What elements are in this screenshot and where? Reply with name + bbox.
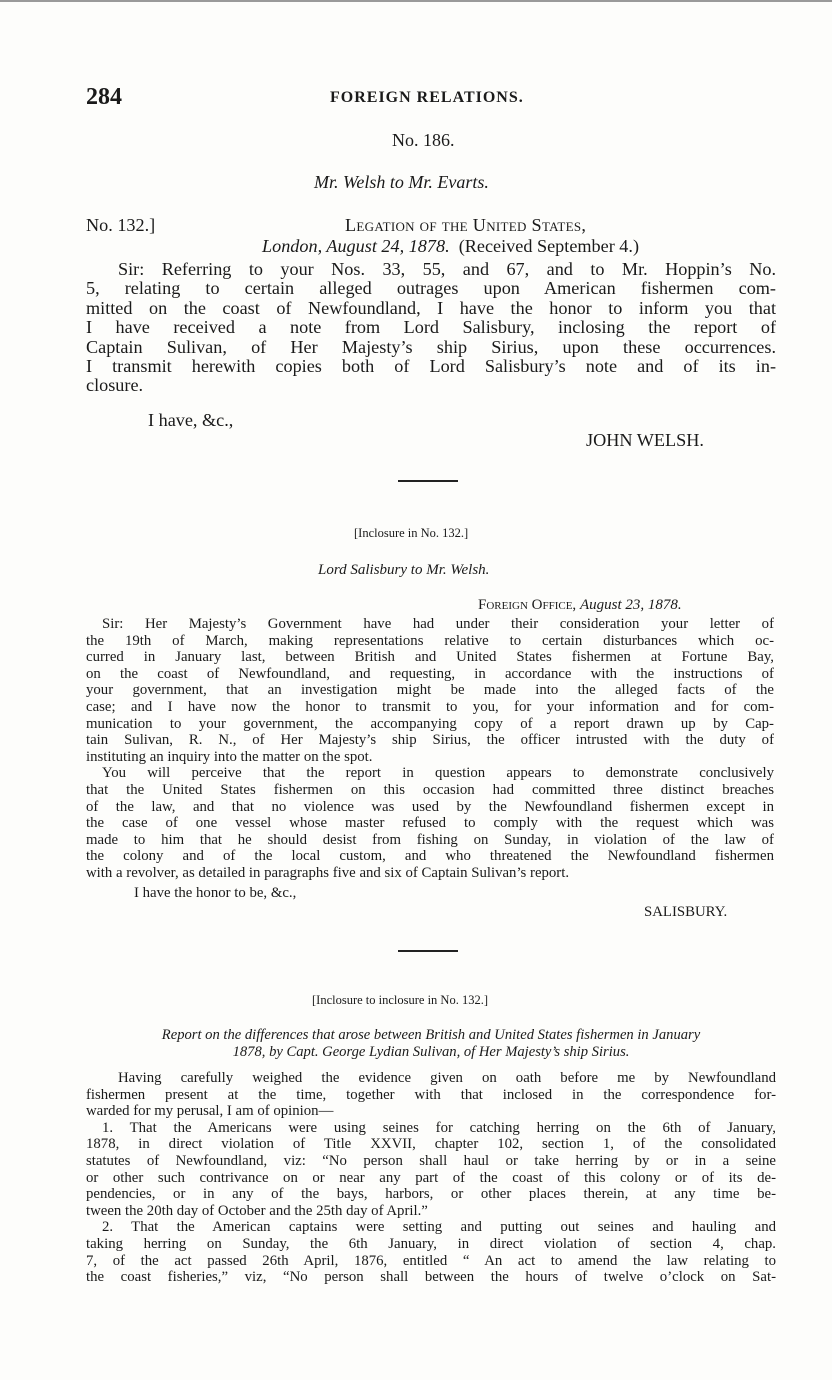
body-line: closure.: [86, 376, 144, 396]
body-line: your government, that an investigation might be made into the alleged facts of the: [86, 682, 774, 699]
body-line: mitted on the coast of Newfoundland, I have the honor to inform you that: [86, 298, 776, 318]
body-line: taking herring on Sunday, the 6th January, in direct violation of section 4, chap.: [86, 1235, 776, 1252]
body-line: 5, relating to certain alleged outrages upon American fishermen com-: [86, 279, 776, 299]
document-title: Mr. Welsh to Mr. Evarts.: [314, 172, 489, 192]
body-line: curred in January last, between British and United States fishermen at Fortune Bay,: [86, 649, 774, 666]
body-line: made to him that he should desist from fishing on Sunday, in violation of the law of: [86, 831, 774, 848]
body-line: I have received a note from Lord Salisbury, inclosing the report of: [86, 318, 776, 338]
document-number: No. 186.: [392, 130, 455, 150]
body-line: Having carefully weighed the evidence given on oath before me by Newfoundland: [118, 1070, 776, 1086]
body-line: pendencies, or in any of the bays, harbors, or other places therein, at any time be-: [86, 1186, 776, 1203]
body-line: the case of one vessel whose master refused to comply with the request which was: [86, 815, 774, 832]
body-line: that the United States fishermen on this occasion had committed three distinct breaches: [86, 781, 774, 798]
report-title-line: 1878, by Capt. George Lydian Sulivan, of Her Majesty’s ship Sirius.: [232, 1044, 630, 1060]
place-date: London, August 24, 1878.: [262, 236, 450, 256]
inclosure-body: [86, 616, 774, 882]
body-line: Captain Sulivan, of Her Majesty’s ship Sirius, upon these occurrences.: [86, 337, 776, 357]
inclosure-signature: SALISBURY.: [644, 904, 728, 920]
section-divider: [398, 950, 458, 952]
body-line: munication to your government, the accompanying copy of a report drawn up by Cap-: [86, 715, 774, 732]
body-line: the coast fisheries,” viz, “No person shall between the hours of twelve o’clock on Sat-: [86, 1269, 776, 1286]
body-line: Sir: Referring to your Nos. 33, 55, and 67, and to Mr. Hoppin’s No.: [118, 260, 776, 279]
body-line: warded for my perusal, I am of opinion—: [86, 1103, 334, 1120]
body-line: with a revolver, as detailed in paragraphs five and six of Captain Sulivan’s report.: [86, 864, 570, 881]
inclosure-dateline: [478, 597, 682, 614]
body-line: tain Sulivan, R. N., of Her Majesty’s ship Sirius, the officer intrusted with the duty of: [86, 732, 774, 749]
report-heading: [Inclosure to inclosure in No. 132.]: [312, 993, 489, 1007]
report-body: [86, 1070, 776, 1286]
letter-signature: JOHN WELSH.: [586, 430, 704, 450]
running-title: FOREIGN RELATIONS.: [330, 89, 524, 106]
body-line: on the coast of Newfoundland, and requesting, in accordance with the instructions of: [86, 665, 774, 682]
report-title-line: Report on the differences that arose between British and United States fishermen in January: [161, 1027, 701, 1043]
body-line: You will perceive that the report in question appears to demonstrate conclusively: [102, 765, 774, 782]
body-line: 7, of the act passed 26th April, 1876, entitled “ An act to amend the law relating to: [86, 1252, 776, 1269]
foreign-office: Foreign Office,: [478, 597, 577, 613]
letter-closing: I have, &c.,: [148, 410, 234, 430]
legation-line: Legation of the United States,: [345, 215, 587, 235]
page-number: 284: [86, 84, 122, 110]
body-line: the 19th of March, making representations relative to certain disturbances which oc-: [86, 632, 774, 649]
reference-number: No. 132.]: [86, 215, 156, 235]
body-line: 1. That the Americans were using seines for catching herring on the 6th of January,: [102, 1119, 776, 1136]
inclosure-closing: I have the honor to be, &c.,: [134, 885, 297, 901]
body-line: 1878, in direct violation of Title XXVII, chapter 102, section 1, of the consolidated: [86, 1136, 776, 1153]
body-line: fishermen present at the time, together with that inclosed in the correspondence for-: [86, 1086, 776, 1103]
body-line: statutes of Newfoundland, viz: “No person shall haul or take herring by or in a seine: [86, 1152, 776, 1169]
inclosure-heading: [Inclosure in No. 132.]: [354, 526, 469, 540]
body-line: tween the 20th day of October and the 25th day of April.”: [86, 1202, 428, 1219]
body-line: case; and I have now the honor to transmit to you, for your information and for com-: [86, 698, 774, 715]
body-line: I transmit herewith copies both of Lord Salisbury’s note and of its in-: [86, 357, 776, 377]
received-date: (Received September 4.): [458, 236, 640, 256]
section-divider: [398, 480, 458, 482]
letter-body: [86, 260, 776, 396]
body-line: or other such contrivance on or near any part of the coast of this colony or of its de-: [86, 1169, 776, 1186]
body-line: instituting an inquiry into the matter on the spot.: [86, 748, 373, 765]
inclosure-title: Lord Salisbury to Mr. Welsh.: [318, 562, 490, 578]
body-line: Sir: Her Majesty’s Government have had under their consideration your letter of: [102, 616, 774, 632]
place-date-line: [262, 237, 639, 256]
top-border-line: [0, 0, 832, 2]
inclosure-date: August 23, 1878.: [579, 597, 682, 613]
body-line: of the law, and that no violence was used by the Newfoundland fishermen except in: [86, 798, 774, 815]
body-line: the colony and of the local custom, and who threatened the Newfoundland fishermen: [86, 848, 774, 865]
body-line: 2. That the American captains were setting and putting out seines and hauling and: [102, 1219, 776, 1236]
